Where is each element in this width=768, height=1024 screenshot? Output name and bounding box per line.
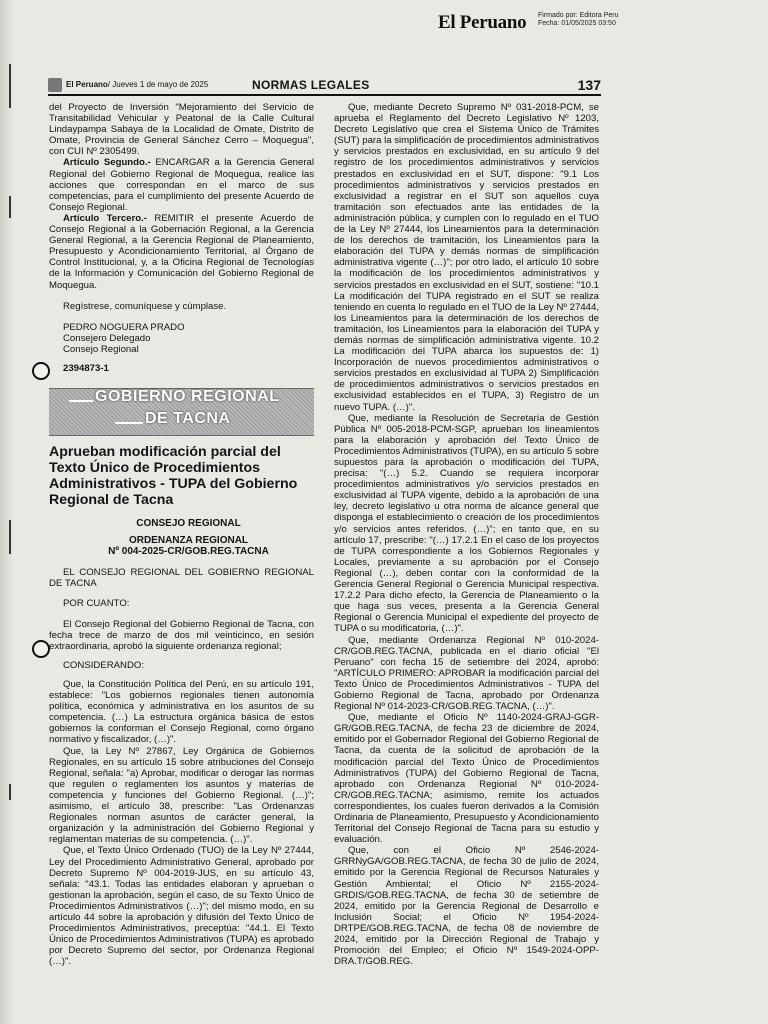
header-left bbox=[66, 80, 208, 89]
publication-code: 2394873-1 bbox=[63, 362, 109, 374]
decree-title: Aprueban modificación parcial del Texto Único de Procedimientos Administrativos - TUPA del Gobierno Regional de Tacna bbox=[49, 444, 298, 509]
article-text: ENCARGAR a la Gerencia General Regional del Gobierno Regional de Moquegua, realice las acciones que correspondan en el marco de sus competencias, para el cumplimiento del presente Acuerdo de Consejo Regional. bbox=[49, 157, 314, 213]
paragraph: El Consejo Regional del Gobierno Regional de Tacna, con fecha trece de marzo de dos mil veinticinco, en sesión extraordinaria, aprobó la siguiente ordenanza regional; bbox=[49, 618, 314, 652]
paragraph: Que, mediante Decreto Supremo Nº 031-2018-PCM, se aprueba el Reglamento del Decreto Legislativo Nº 1203, Decreto Legislativo que crea el Sistema Único de Trámites (SUT) para la simplificación de procedimientos administrativos y servicios prestados en exclusividad, en su artículo 9 del registro de los procedimientos administrativos y servicios prestados en exclusividad en el SUT, dispone: "9.1 Los procedimientos administrativos y servicios prestados en exclusividad a registrar en el SUT son aquellos cuya tramitación son efectuados ante las entidades de la administración pública, y cumplen con lo regulado en el TUO de la Ley Nº 27444, los Lineamientos para la determinación de los derechos de tramitación, los Lineamientos para la elaboración del TUPA y demás normas de simplificación administrativa vigente (…)"; por otro lado, el artículo 10 sobre la modificación de los procedimientos administrativos y servicios prestados en exclusividad en el SUT, sostiene: "10.1 La modificación del TUPA registrado en el SUT se realiza teniendo en cuenta lo regulado en el TUO de la Ley Nº 27444, los Lineamientos para la determinación de los derechos de tramitación, los Lineamientos para la elaboración del TUPA y demás normas de simplificación administrativa vigente. 10.2 La modificación del TUPA abarca los supuestos de: 1) Incorporación de nuevos procedimientos administrativos o servicios prestados en exclusividad al TUPA 2) Simplificación de procedimientos administrativos o servicios prestados en exclusividad establecidos en el TUPA, 3) Registro de un nuevo TUPA. (…)". bbox=[334, 102, 599, 413]
banner-line: DE TACNA bbox=[145, 410, 231, 428]
edge-mark bbox=[9, 64, 11, 108]
scan-edge bbox=[0, 0, 14, 1024]
paragraph: Que, mediante la Resolución de Secretaría de Gestión Pública Nº 005-2018-PCM-SGP, aprueban los lineamientos para la elaboración y aprobación del Texto Único de Procedimientos Administrativos (TUPA), en su artículo 5 sobre supuestos para la aprobación o modificación del TUPA, precisa: "(…) 5.2. Cuando se requiera incorporar procedimientos administrativos y/o servicios prestados en exclusividad al TUPA vigente, debido a la aprobación de una ley, decreto legislativo u otra norma de alcance general que disponga el establecimiento o creación de los procedimientos y/o servicios antes referidos. (…)"; en tanto que, en su artículo 17, prescribe: "(…) 17.2.1 En el caso de los proyectos de TUPA correspondiente a los Gobiernos Regionales y Locales, previamente a su aprobación por el Consejo Regional (…), deben contar con la conformidad de la Gerencia General Regional o Gerencia Municipal respectiva. 17.2.2 Para dicho efecto, la Gerencia de Planeamiento o la que haga sus veces, presenta a la Gerencia General Regional o Gerencia Municipal el expediente del proyecto de TUPA o su modificatoria, (…)". bbox=[334, 412, 599, 635]
binder-hole bbox=[32, 362, 50, 380]
edge-mark bbox=[9, 784, 11, 800]
organ-heading: CONSEJO REGIONAL bbox=[136, 518, 241, 530]
paragraph: Que, la Constitución Política del Perú, en su artículo 191, establece: "Los gobiernos regionales tienen autonomía política, económica y administrativa en los asuntos de su competencia. (…) La estructura orgánica básica de estos gobiernos la conforman el Consejo Regional, como órgano normativo y fiscalizador, (…)". bbox=[49, 679, 314, 746]
banner-line: GOBIERNO REGIONAL bbox=[95, 388, 280, 406]
signature-stamp bbox=[538, 12, 619, 28]
paragraph: del Proyecto de Inversión "Mejoramiento del Servicio de Transitabilidad Vehicular y Peatonal de la Calle Cultural Lindaypampa Sabaya de la Localidad de Omate, Distrito de Omate, Provincia de General Sánchez Cerro – Moquegua", con CUI Nº 2305499. bbox=[49, 102, 314, 158]
paragraph bbox=[49, 213, 314, 291]
paragraph: Que, mediante el Oficio Nº 1140-2024-GRAJ-GGR-GR/GOB.REG.TACNA, de fecha 23 de diciembre de 2024, emitido por el Gobernador Regional del Gobierno Regional de Tacna, da cuenta de la solicitud de aprobación de la modificación parcial del Texto Único de Procedimientos Administrativos (TUPA) del Gobierno Regional de Tacna, aprobado con Ordenanza Regional Nº 010-2024-CR/GOB.REG.TACNA; asimismo, remite los actuados correspondientes, los cuales fueron derivados a la Comisión Ordinaria de Planeamiento, Presupuesto y Acondicionamiento Territorial del Consejo Regional de Tacna para su estudio y evaluación. bbox=[334, 712, 599, 846]
edge-mark bbox=[9, 520, 11, 554]
header-date: / Jueves 1 de mayo de 2025 bbox=[107, 80, 209, 89]
banner-rule bbox=[69, 400, 93, 402]
considerando: CONSIDERANDO: bbox=[63, 659, 145, 671]
banner-rule bbox=[115, 422, 143, 424]
article-text: REMITIR el presente Acuerdo de Consejo Regional a la Gobernación Regional, a la Gerencia General Regional, a la Gerencia Regional de Planeamiento, Presupuesto y Acondicionamiento Territorial, al Órgano de Control Institucional, y, a la Oficina Regional de Tecnologías de la Información y Comunicación del Gobierno Regional de Moquegua. bbox=[49, 212, 314, 291]
edge-mark bbox=[9, 196, 11, 218]
article-label: Artículo Segundo.- bbox=[63, 157, 151, 169]
intro-line: EL CONSEJO REGIONAL DEL GOBIERNO REGIONAL DE TACNA bbox=[49, 567, 314, 590]
stamp-line: Firmado por: Editora Peru bbox=[538, 12, 619, 19]
section-title: NORMAS LEGALES bbox=[252, 78, 370, 92]
ordinance-number: Nº 004-2025-CR/GOB.REG.TACNA bbox=[108, 546, 269, 558]
ordinance-heading: ORDENANZA REGIONAL bbox=[128, 535, 249, 547]
right-column bbox=[334, 102, 599, 967]
header-paper: El Peruano bbox=[66, 80, 108, 89]
stamp-line: Fecha: 01/05/2025 03:50 bbox=[538, 20, 616, 27]
signer-name: PEDRO NOGUERA PRADO bbox=[63, 321, 185, 333]
signer-role: Consejero Delegado bbox=[63, 332, 151, 344]
institution-banner bbox=[49, 388, 314, 436]
paragraph bbox=[49, 157, 314, 212]
paragraph: Que, mediante Ordenanza Regional Nº 010-2024-CR/GOB.REG.TACNA, publicada en el diario oficial "El Peruano" con fecha 15 de setiembre del 2024, aprobó: "ARTÍCULO PRIMERO: APROBAR la modificación parcial del Texto Único de Procedimientos Administrativos - TUPA del Gobierno Regional de Tacna, aprobado por Ordenanza Regional Nº 014-2023-CR/GOB.REG.TACNA, (…)". bbox=[334, 634, 599, 713]
binder-hole bbox=[32, 640, 50, 658]
por-cuanto: POR CUANTO: bbox=[63, 597, 130, 609]
article-label: Artículo Tercero.- bbox=[63, 212, 147, 224]
closing-formula: Regístrese, comuníquese y cúmplase. bbox=[63, 300, 227, 312]
masthead-logo: El Peruano bbox=[438, 12, 527, 33]
paper-logo-icon bbox=[48, 78, 62, 92]
paragraph: Que, la Ley Nº 27867, Ley Orgánica de Gobiernos Regionales, en su artículo 15 sobre atribuciones del Consejo Regional, señala: "a) Aprobar, modificar o derogar las normas que regulen o reglamenten los asuntos y materias de competencia y funciones del Gobierno Regional. (…)"; asimismo, el artículo 38, prescribe: "Las Ordenanzas Regionales norman asuntos de carácter general, la organización y la administración del Gobierno Regional y reglamentan materias de su competencia. (…)". bbox=[49, 745, 314, 846]
signer-role: Consejo Regional bbox=[63, 343, 139, 355]
page-header bbox=[48, 78, 601, 96]
paragraph: Que, con el Oficio Nº 2546-2024-GRRNyGA/GOB.REG.TACNA, de fecha 30 de julio de 2024, emitido por la Gerencia Regional de Recursos Naturales y Gestión Ambiental; el Oficio Nº 2155-2024-GRDIS/GOB.REG.TACNA, de fecha 30 de setiembre de 2024, emitido por la Gerencia Regional de Desarrollo e Inclusión Social; el Oficio Nº 1954-2024-DRTPE/GOB.REG.TACNA, de fecha 08 de noviembre de 2024, emitido por la Dirección Regional de Trabajo y Promoción del Empleo; el Oficio Nº 1549-2024-OPP-DRA.T/GOB.REG. bbox=[334, 845, 599, 968]
paragraph: Que, el Texto Único Ordenado (TUO) de la Ley Nº 27444, Ley del Procedimiento Administrativo General, aprobado por Decreto Supremo Nº 004-2019-JUS, en su artículo 43, señala: "43.1. Todas las entidades elaboran y aprueban o gestionan la aprobación, según el caso, de su Texto Único de Procedimientos Administrativos (…)"; del mismo modo, en su artículo 44 sobre la aprobación y difusión del Texto Único de Procedimientos Administrativos, preceptúa: "44.1. El Texto Único de Procedimientos Administrativos (TUPA) es aprobado por Decreto Supremo del sector, por Ordenanza Regional (…)". bbox=[49, 845, 314, 968]
page-number: 137 bbox=[577, 77, 601, 93]
left-column bbox=[49, 102, 314, 967]
